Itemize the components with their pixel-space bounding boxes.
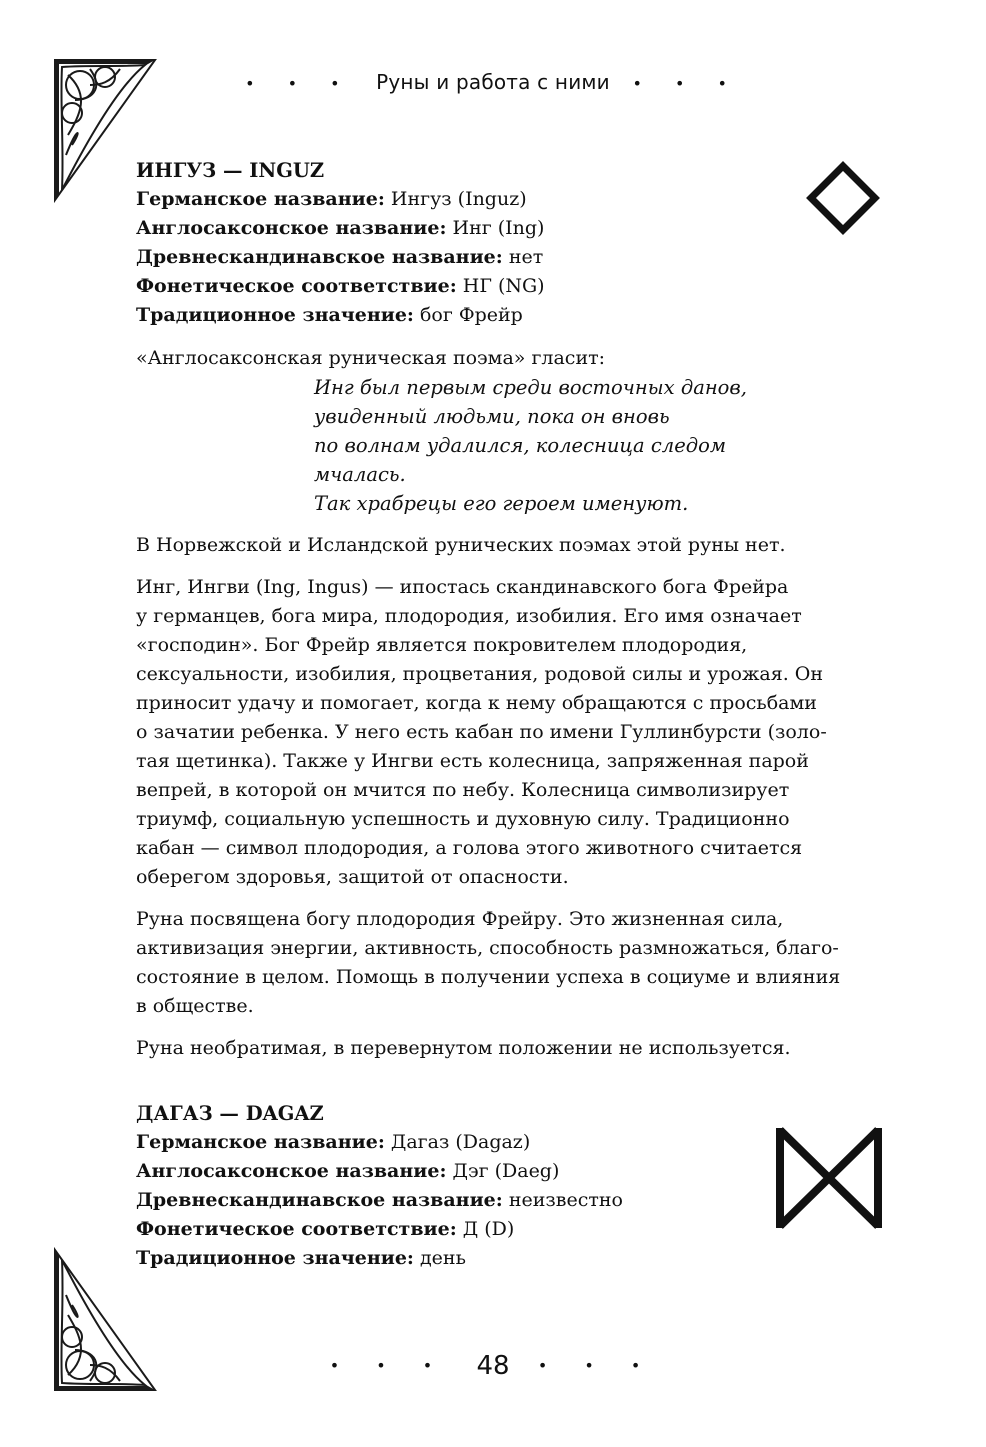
- paragraph-line: оберегом здоровья, защитой от опасности.: [136, 866, 569, 888]
- field-value: Инг (Ing): [446, 217, 545, 239]
- paragraph-line: тая щетинка). Также у Ингви есть колесница, запряженная парой: [136, 750, 809, 772]
- poem-line: увиденный людьми, пока он вновь: [314, 405, 670, 428]
- field-label: Англосаксонское название:: [136, 1160, 447, 1182]
- paragraph-freyr-dedication: [136, 905, 876, 1021]
- dagaz-field-anglo-saxon: [136, 1157, 876, 1186]
- paragraph-ing-ingvi: [136, 573, 876, 892]
- field-value: Дагаз (Dagaz): [384, 1131, 531, 1153]
- paragraph-irreversible: [136, 1034, 876, 1063]
- paragraph-line: о зачатии ребенка. У него есть кабан по имени Гуллинбурсти (золо-: [136, 721, 827, 743]
- poem-line: мчалась.: [314, 463, 406, 486]
- poem-line: Так храбрецы его героем именуют.: [314, 492, 689, 515]
- running-header-title: Руны и работа с ними: [376, 70, 610, 94]
- dagaz-field-phonetic: [136, 1215, 876, 1244]
- paragraph-line: В Норвежской и Исландской рунических поэмах этой руны нет.: [136, 534, 786, 556]
- poem-intro: «Англосаксонская руническая поэма» гласит:: [136, 347, 606, 369]
- poem-line: Инг был первым среди восточных данов,: [314, 376, 747, 399]
- inguz-field-germanic: [136, 185, 876, 214]
- poem-quote: [314, 373, 876, 518]
- dagaz-field-old-norse: [136, 1186, 876, 1215]
- paragraph-line: Руна посвящена богу плодородия Фрейру. Это жизненная сила,: [136, 908, 784, 930]
- field-label: Фонетическое соответствие:: [136, 1218, 457, 1240]
- field-label: Германское название:: [136, 188, 385, 210]
- field-value: нет: [502, 246, 544, 268]
- field-value: бог Фрейр: [413, 304, 523, 326]
- dagaz-title: ДАГАЗ — DAGAZ: [136, 1102, 324, 1125]
- header-dots-right: • • •: [632, 74, 741, 93]
- paragraph-line: «господин». Бог Фрейр является покровителем плодородия,: [136, 634, 748, 656]
- footer-dots-right: • • •: [537, 1356, 657, 1375]
- paragraph-line: в обществе.: [136, 995, 254, 1017]
- field-value: день: [413, 1247, 466, 1269]
- paragraph-line: активизация энергии, активность, способность размножаться, благо-: [136, 937, 839, 959]
- dagaz-section: [136, 1099, 876, 1273]
- paragraph-line: у германцев, бога мира, плодородия, изобилия. Его имя означает: [136, 605, 802, 627]
- field-label: Древнескандинавское название:: [136, 246, 503, 268]
- inguz-field-old-norse: [136, 243, 876, 272]
- paragraph-line: состояние в целом. Помощь в получении успеха в социуме и влияния: [136, 966, 841, 988]
- paragraph-line: Руна необратимая, в перевернутом положении не используется.: [136, 1037, 791, 1059]
- inguz-title: ИНГУЗ — INGUZ: [136, 159, 325, 182]
- dagaz-field-germanic: [136, 1128, 876, 1157]
- page-number: 48: [476, 1350, 510, 1381]
- inguz-field-meaning: [136, 301, 876, 330]
- inguz-field-anglo-saxon: [136, 214, 876, 243]
- inguz-section: [136, 156, 876, 1063]
- field-value: Дэг (Daeg): [446, 1160, 560, 1182]
- header-dots-left: • • •: [245, 74, 354, 93]
- paragraph-line: сексуальности, изобилия, процветания, родовой силы и урожая. Он: [136, 663, 824, 685]
- field-value: Ингуз (Inguz): [384, 188, 527, 210]
- poem-line: по волнам удалился, колесница следом: [314, 434, 726, 457]
- field-label: Древнескандинавское название:: [136, 1189, 503, 1211]
- footer-dots-left: • • •: [329, 1356, 449, 1375]
- paragraph-line: триумф, социальную успешность и духовную силу. Традиционно: [136, 808, 790, 830]
- paragraph-line: кабан — символ плодородия, а голова этого животного считается: [136, 837, 803, 859]
- paragraph-line: Инг, Ингви (Ing, Ingus) — ипостась скандинавского бога Фрейра: [136, 576, 789, 598]
- field-label: Традиционное значение:: [136, 304, 414, 326]
- field-label: Германское название:: [136, 1131, 385, 1153]
- field-label: Англосаксонское название:: [136, 217, 447, 239]
- running-header: [0, 70, 986, 94]
- page-footer: [0, 1350, 986, 1381]
- inguz-field-phonetic: [136, 272, 876, 301]
- paragraph-norwegian-icelandic: [136, 531, 876, 560]
- field-value: НГ (NG): [456, 275, 545, 297]
- field-value: Д (D): [456, 1218, 515, 1240]
- field-label: Фонетическое соответствие:: [136, 275, 457, 297]
- paragraph-line: приносит удачу и помогает, когда к нему обращаются с просьбами: [136, 692, 817, 714]
- dagaz-field-meaning: [136, 1244, 876, 1273]
- field-label: Традиционное значение:: [136, 1247, 414, 1269]
- inguz-fields: [136, 185, 876, 330]
- field-value: неизвестно: [502, 1189, 623, 1211]
- paragraph-line: вепрей, в которой он мчится по небу. Колесница символизирует: [136, 779, 790, 801]
